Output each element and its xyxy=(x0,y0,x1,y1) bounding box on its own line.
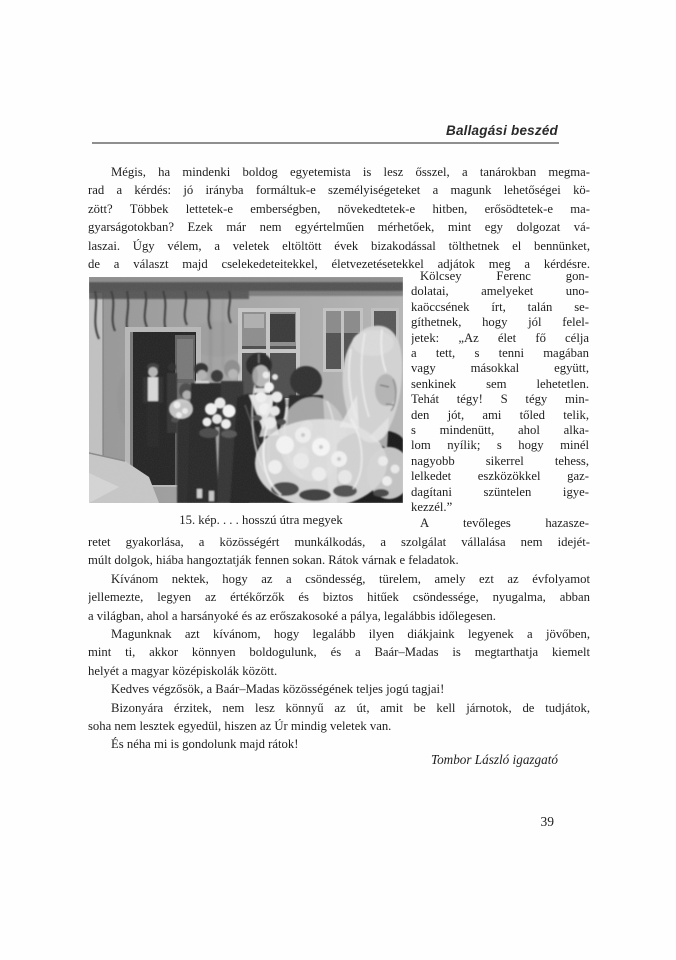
text-line: rad a kérdés: jó irányba formáltuk-e személyiségeteket a magunk lehetőségei kö- xyxy=(88,183,590,198)
graduation-photo-art xyxy=(89,277,403,503)
text-line: a tett, s tenni magában xyxy=(411,346,589,361)
text-line: lelkedet eszközökkel gaz- xyxy=(411,469,589,484)
side-column xyxy=(411,269,589,531)
text-line: s mindenütt, ahol alka- xyxy=(411,423,589,438)
text-line: retet gyakorlása, a közösségért munkálkodás, a szolgálat vállalása nem idejét- xyxy=(88,535,590,549)
text-line: a világban, ahol a harsányoké és az erőszakosoké a pálya, legalábbis időlegesen. xyxy=(88,608,496,623)
text-line: Kölcsey Ferenc gon- xyxy=(420,269,589,283)
page-number: 39 xyxy=(540,814,554,829)
grain-overlay xyxy=(89,277,403,503)
text-line: dolatai, amelyeket uno- xyxy=(411,284,589,299)
text-line: kezzél.” xyxy=(411,500,453,515)
signature: Tombor László igazgató xyxy=(430,752,558,767)
text-line: Kedves végzősök, a Baár–Madas közösségének teljes jogú tagjai! xyxy=(111,682,445,697)
text-line: jetek: „Az élet fő célja xyxy=(411,330,589,345)
text-line: Tehát tégy! S tégy min- xyxy=(411,392,589,407)
running-header: Ballagási beszéd xyxy=(446,123,558,138)
text-line: múlt dolgok, hiába hangoztatják fennen sokan. Rátok várnak e feladatok. xyxy=(88,553,459,568)
text-line: vagy másokkal együtt, xyxy=(411,361,589,376)
figure-caption: 15. kép. . . . hosszú útra megyek xyxy=(179,513,343,527)
text-line: senkinek sem lehetetlen. xyxy=(411,376,589,391)
header-rule xyxy=(92,142,559,144)
text-line: helyét a magyar középiskolák között. xyxy=(88,663,278,678)
text-line: Magunknak azt kívánom, hogy legalább ilyen diákjaink legyenek a jövőben, xyxy=(111,627,590,642)
text-line: lom nyílik; s hogy minél xyxy=(411,438,589,453)
paragraph-body xyxy=(88,533,590,754)
text-line: A tevőleges hazasze- xyxy=(420,515,589,530)
paragraph-intro xyxy=(88,163,590,273)
text-line: dagítani szüntelen igye- xyxy=(411,484,589,499)
text-line: soha nem lesztek egyedül, hiszen az Úr mindig veletek van. xyxy=(88,719,392,734)
text-line: mint ti, akkor könnyen boldogulunk, és a Baár–Madas is megtarthatja kiemelt xyxy=(88,645,590,660)
text-line: Mégis, ha mindenki boldog egyetemista is lesz ősszel, a tanárokban megma- xyxy=(111,165,590,179)
text-line: kaöccsének írt, talán se- xyxy=(411,299,589,314)
text-line: den jót, ami tőled telik, xyxy=(411,407,589,422)
text-line: gyarságotokban? Ezek már nem egyértelműen mérhetőek, mint egy dolgozat vá- xyxy=(88,220,590,235)
text-line: de a választ majd cselekedeteitekkel, életvezetésetekkel adjátok meg a kérdésre. xyxy=(88,257,590,272)
text-line: És néha mi is gondolunk majd rátok! xyxy=(111,737,299,752)
text-line: nagyobb sikerrel tehess, xyxy=(411,453,589,468)
text-line: jellemezte, legyen az értékőrzők és biztos hitűek csöndessége, nyugalma, abban xyxy=(88,590,590,605)
text-line: laszai. Úgy vélem, a veletek eltöltött évek bizakodással tölthetnek el bennünket, xyxy=(88,238,590,253)
text-line: Bizonyára érzitek, nem lesz könnyű az út, amit be kell járnotok, de tudjátok, xyxy=(111,700,590,715)
graduation-photo xyxy=(89,277,403,503)
text-line: gíthetnek, hogy jól felel- xyxy=(411,315,589,330)
text-line: zött? Többek lettetek-e emberségben, növekedtetek-e hitben, erősödtetek-e ma- xyxy=(88,201,590,216)
text-line: Kívánom nektek, hogy az a csöndesség, türelem, amely ezt az évfolyamot xyxy=(111,571,590,586)
